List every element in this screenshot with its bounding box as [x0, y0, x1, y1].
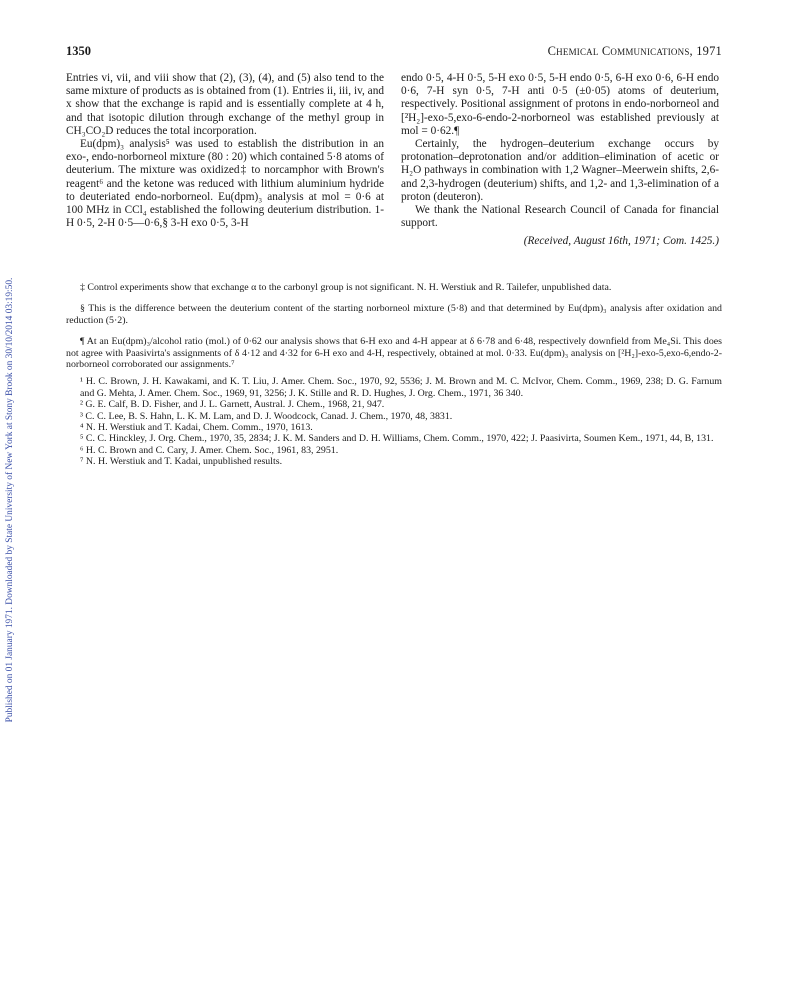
footnote: ‡ Control experiments show that exchange α to the carbonyl group is not significant. N. H. Werstiuk and R. Tailefer, unpublished data.: [80, 282, 612, 293]
download-stamp: [0, 140, 20, 860]
body-paragraph: endo 0·5, 4-H 0·5, 5-H exo 0·5, 5-H endo 0·5, 6-H exo 0·6, 6-H endo 0·6, 7-H syn 0·5, 7-H anti 0·5 (±0·05) atoms of deuterium, respectively. Positional assignment of protons in endo-norborneol and [²H₂]-exo-5,exo-6-endo-2-norborneol was established previously at mol = 0·62.¶: [401, 72, 719, 137]
received-date: (Received, August 16th, 1971; Com. 1425.): [523, 235, 719, 248]
body-paragraph: Certainly, the hydrogen–deuterium exchange occurs by protonation–deprotonation and/or addition–elimination of acetic or H₂O pathways in combination with 1,2 Wagner–Meerwein shifts, 2,6- and 2,3-hydrogen (deuterium) shifts, and 1,2- and 1,3-elimination of a proton (deuteron).: [401, 138, 719, 203]
acknowledgement: We thank the National Research Council of Canada for financial support.: [401, 204, 719, 230]
running-header: [66, 44, 722, 60]
download-stamp-text: Published on 01 January 1971. Downloaded by State University of New York at Stony Brook on 30/10/2014 03:19:50.: [5, 277, 15, 723]
body-paragraph: Entries vi, vii, and viii show that (2), (3), (4), and (5) also tend to the same mixture of products as is obtained from (1). Entries ii, iii, iv, and x show that the exchange is rapid and is essentially complete at 4 h, and that isotopic dilution through exchange of the methyl group in CH₃CO₂D reduces the total incorporation.: [66, 72, 384, 137]
journal-title: Chemical Communications, 1971: [547, 44, 722, 58]
reference-item: ⁶ H. C. Brown and C. Cary, J. Amer. Chem. Soc., 1961, 83, 2951.: [80, 444, 339, 456]
footnotes-section: [66, 282, 722, 468]
right-column: [401, 72, 719, 249]
reference-item: ⁵ C. C. Hinckley, J. Org. Chem., 1970, 35, 2834; J. K. M. Sanders and D. H. Williams, Chem. Comm., 1970, 422; J. Paasivirta, Soumen Kem., 1971, 44, B, 131.: [80, 433, 714, 445]
reference-list: [66, 376, 722, 467]
page-number: 1350: [66, 44, 91, 58]
reference-item: ³ C. C. Lee, B. S. Hahn, L. K. M. Lam, and D. J. Woodcock, Canad. J. Chem., 1970, 48, 3831.: [80, 410, 453, 422]
reference-item: ² G. E. Calf, B. D. Fisher, and J. L. Garnett, Austral. J. Chem., 1968, 21, 947.: [80, 399, 385, 411]
body-paragraph: Eu(dpm)₃ analysis⁵ was used to establish the distribution in an exo-, endo-norborneol mixture (80 : 20) which contained 5·8 atoms of deuterium. The mixture was oxidized‡ to norcamphor with Brown's reagent⁶ and the ketone was reduced with lithium aluminium hydride to deuteriated endo-norborneol. Eu(dpm)₃ analysis at mol = 0·6 at 100 MHz in CCl₄ established the following deuterium distribution. 1-H 0·5, 2-H 0·5—0·6,§ 3-H exo 0·5, 3-H: [66, 138, 384, 230]
footnote: § This is the difference between the deuterium content of the starting norborneol mixture (5·8) and that determined by Eu(dpm)₃ analysis after oxidation and reduction (5·2).: [66, 303, 722, 326]
reference-item: ⁴ N. H. Werstiuk and T. Kadai, Chem. Comm., 1970, 1613.: [80, 422, 313, 434]
reference-item: ⁷ N. H. Werstiuk and T. Kadai, unpublished results.: [80, 456, 283, 468]
left-column: [66, 72, 384, 230]
reference-item: ¹ H. C. Brown, J. H. Kawakami, and K. T. Liu, J. Amer. Chem. Soc., 1970, 92, 5536; J. M. Brown and M. C. McIvor, Chem. Comm., 1969, 238; D. G. Farnum and G. Mehta, J. Amer. Chem. Soc., 1969, 91, 3256; J. K. Stille and R. D. Hughes, J. Org. Chem., 1971, 36 340.: [80, 376, 722, 399]
footnote: ¶ At an Eu(dpm)₃/alcohol ratio (mol.) of 0·62 our analysis shows that 6-H exo and 4-H appear at δ 6·78 and 6·48, respectively downfield from Me₄Si. This does not agree with Paasivirta's assignments of δ 4·12 and 4·32 for 6-H exo and 4-H, respectively, obtained at mol. 0·33. Eu(dpm)₃ analysis on [²H₂]-exo-5,exo-6,endo-2-norborneol corroborated our assignments.⁷: [66, 336, 722, 371]
